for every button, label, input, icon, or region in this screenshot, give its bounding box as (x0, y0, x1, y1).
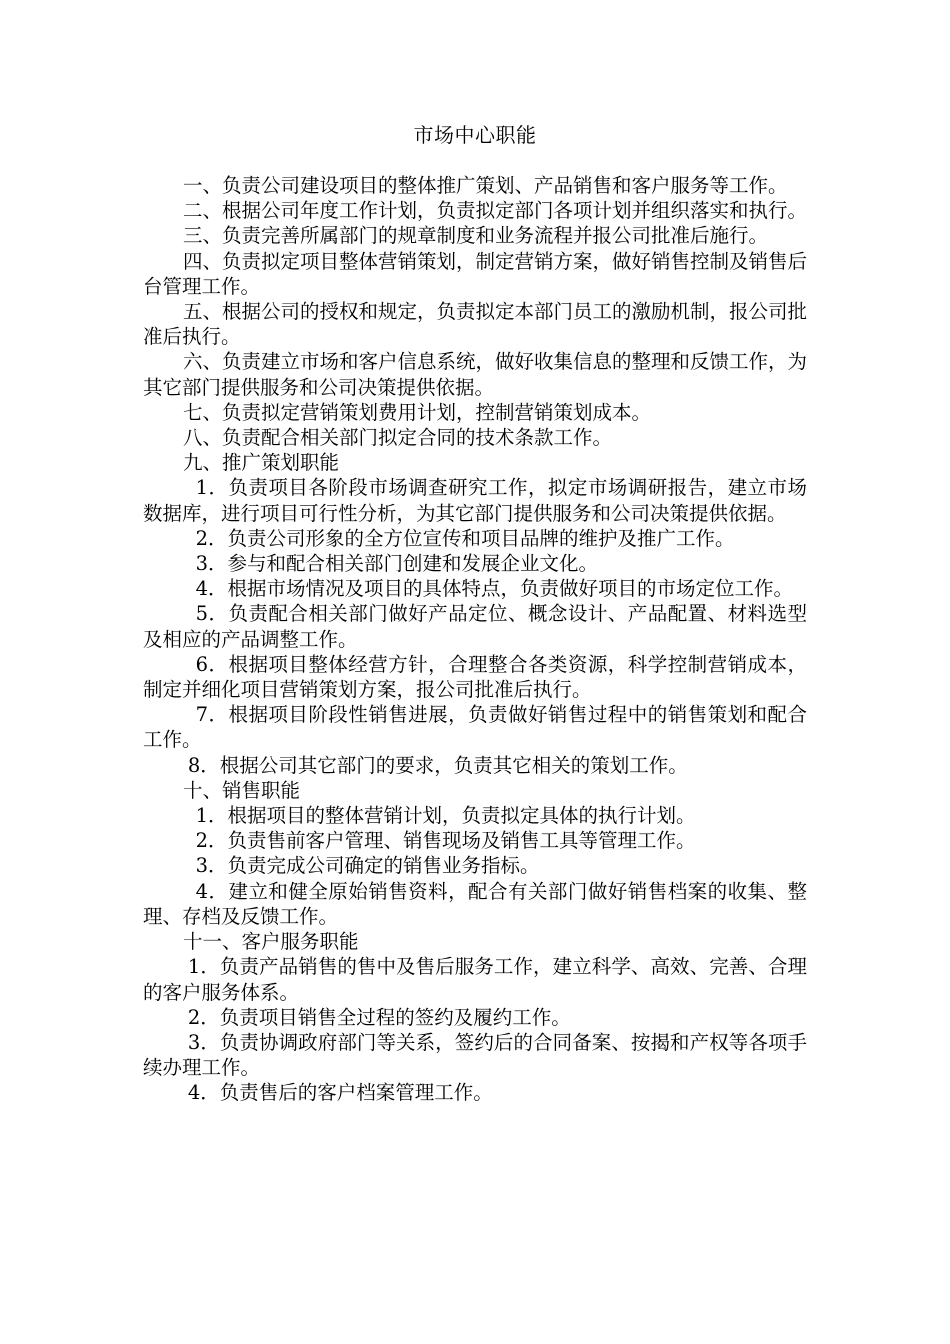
paragraph: 十、销售职能 (182, 778, 300, 802)
paragraph: 一、负责公司建设项目的整体推广策划、产品销售和客户服务等工作。 (182, 174, 788, 197)
paragraph: 4．建立和健全原始销售资料，配合有关部门做好销售档案的收集、整理、存档及反馈工作。 (143, 879, 807, 928)
paragraph: 3．参与和配合相关部门创建和发展企业文化。 (195, 552, 599, 576)
paragraph: 6．根据项目整体经营方针，合理整合各类资源，科学控制营销成本，制定并细化项目营销策划方案，报公司批准后执行。 (143, 652, 807, 702)
paragraph: 4．根据市场情况及项目的具体特点，负责做好项目的市场定位工作。 (195, 577, 794, 601)
paragraph: 3．负责完成公司确定的销售业务指标。 (195, 854, 540, 878)
paragraph: 5．负责配合相关部门做好产品定位、概念设计、产品配置、材料选型及相应的产品调整工作。 (143, 602, 807, 651)
paragraph: 二、根据公司年度工作计划，负责拟定部门各项计划并组织落实和执行。 (182, 199, 807, 223)
paragraph: 1．负责项目各阶段市场调查研究工作，拟定市场调研报告，建立市场数据库，进行项目可行性分析，为其它部门提供服务和公司决策提供依据。 (143, 476, 807, 525)
paragraph: 3．负责协调政府部门等关系，签约后的合同备案、按揭和产权等各项手续办理工作。 (143, 1030, 807, 1080)
paragraph: 三、负责完善所属部门的规章制度和业务流程并报公司批准后施行。 (182, 224, 768, 248)
paragraph: 八、负责配合相关部门拟定合同的技术条款工作。 (182, 426, 612, 450)
paragraph: 1．根据项目的整体营销计划，负责拟定具体的执行计划。 (195, 804, 696, 828)
paragraph: 2．负责项目销售全过程的签约及履约工作。 (187, 1005, 571, 1029)
paragraph: 7．根据项目阶段性销售进展，负责做好销售过程中的销售策划和配合工作。 (143, 703, 807, 752)
paragraph: 2．负责售前客户管理、销售现场及销售工具等管理工作。 (195, 829, 696, 853)
paragraph: 六、负责建立市场和客户信息系统，做好收集信息的整理和反馈工作，为其它部门提供服务和公司决策提供依据。 (143, 350, 807, 399)
document-body (143, 173, 807, 1106)
paragraph: 4．负责售后的客户档案管理工作。 (187, 1081, 493, 1105)
paragraph: 七、负责拟定营销策划费用计划，控制营销策划成本。 (182, 400, 651, 424)
paragraph: 十一、客户服务职能 (182, 930, 359, 954)
paragraph: 1．负责产品销售的售中及售后服务工作，建立科学、高效、完善、合理的客户服务体系。 (143, 955, 807, 1004)
document-title: 市场中心职能 (413, 123, 537, 147)
paragraph: 2．负责公司形象的全方位宣传和项目品牌的维护及推广工作。 (195, 526, 735, 550)
paragraph: 8．根据公司其它部门的要求，负责其它相关的策划工作。 (187, 753, 688, 777)
paragraph: 九、推广策划职能 (182, 451, 339, 475)
paragraph: 四、负责拟定项目整体营销策划，制定营销方案，做好销售控制及销售后台管理工作。 (143, 249, 807, 298)
paragraph: 五、根据公司的授权和规定，负责拟定本部门员工的激励机制，报公司批准后执行。 (143, 300, 807, 349)
